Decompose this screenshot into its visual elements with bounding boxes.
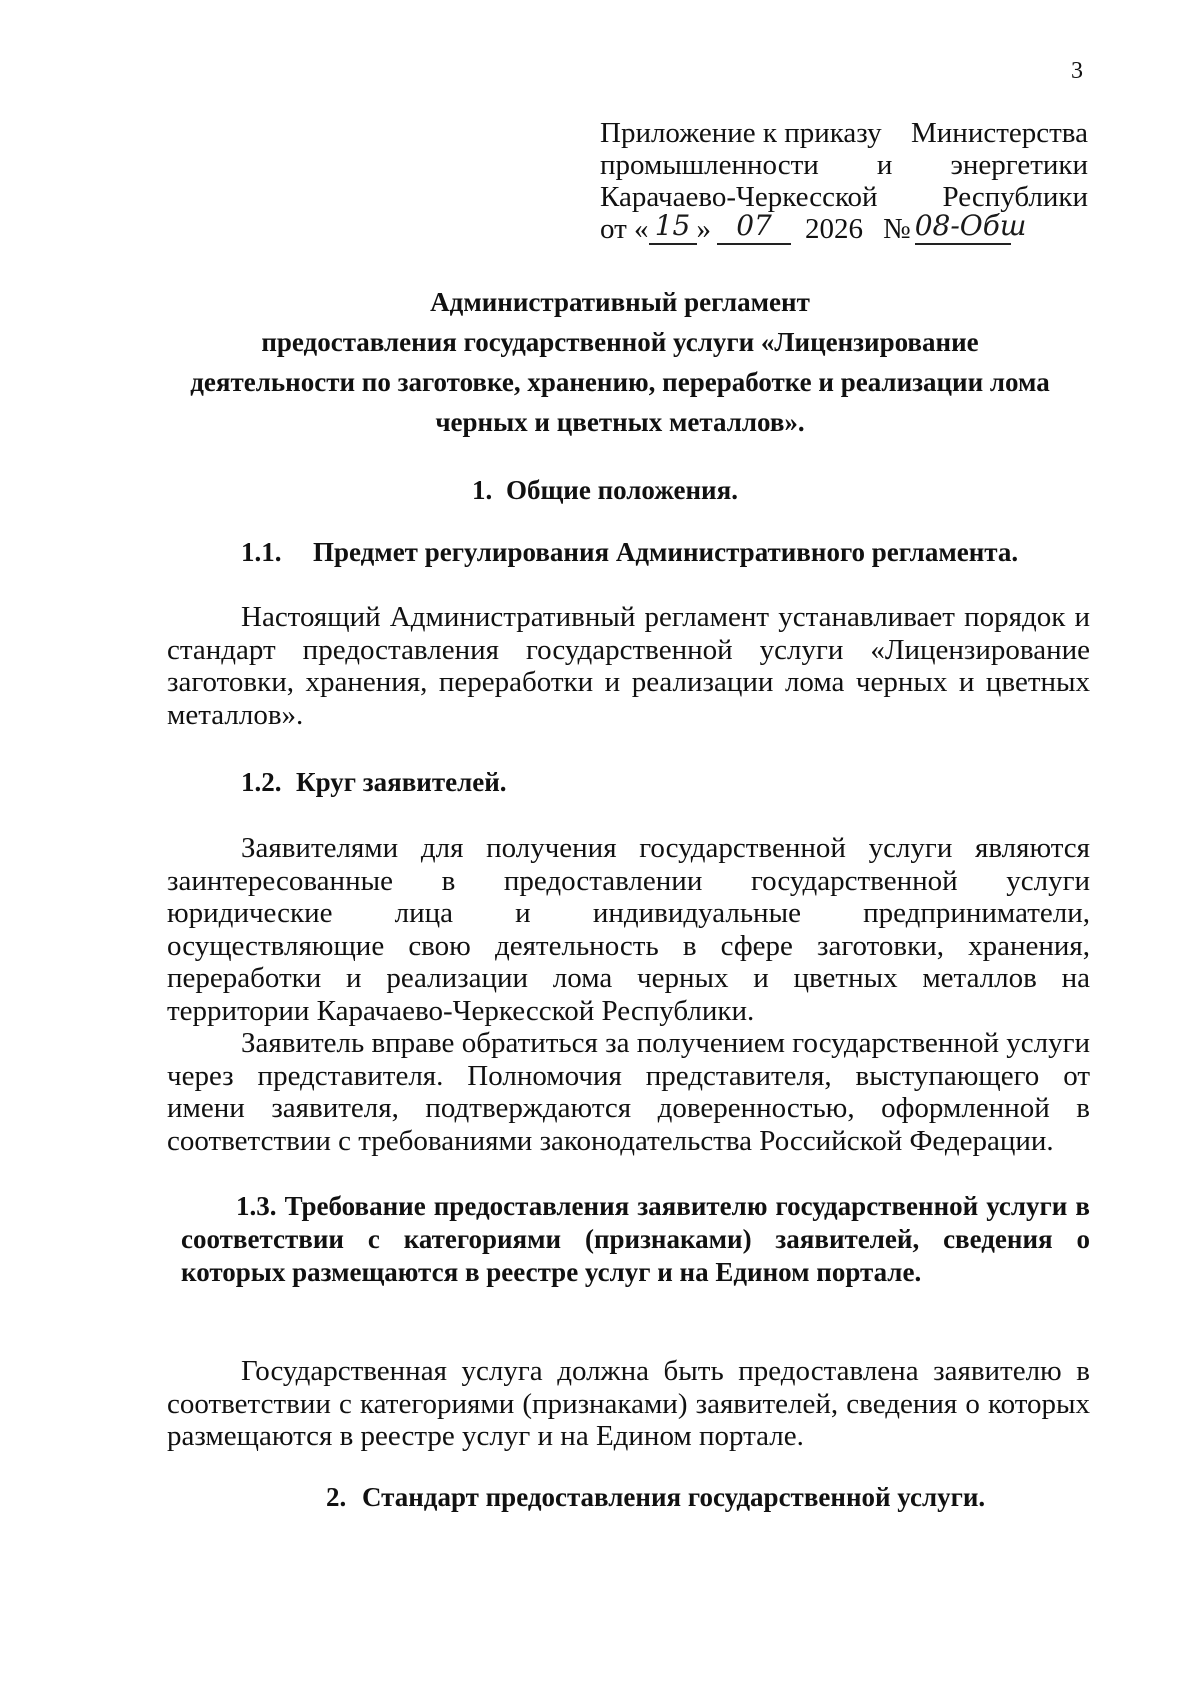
appendix-text: Приложение к приказу — [600, 117, 882, 149]
number-sign: № — [883, 213, 911, 245]
date-year: 2026 — [805, 213, 864, 245]
appendix-line-2 — [600, 149, 1088, 181]
paragraph-text: Заявителями для получения государственной услуги являются заинтересованные в предоставлении государственной услуги юридические лица и индивидуальные предприниматели, осуществляющие свою деятельность в сфере заготовки, хранения, переработки и реализации лома черных и цветных металлов на территории Карачаево-Черкесской Республики. — [167, 832, 1090, 1027]
handwritten-day: 15 — [649, 213, 697, 245]
document-title — [150, 282, 1090, 442]
title-line: Административный регламент — [430, 287, 810, 317]
section-1-heading — [472, 475, 738, 506]
paragraph-1-3 — [167, 1355, 1090, 1453]
appendix-block — [600, 117, 1088, 245]
section-number: 1. — [472, 475, 493, 505]
paragraph-text: Заявитель вправе обратиться за получением государственной услуги через представителя. Полномочия представителя, выступающего от имени заявителя, подтверждаются доверенностью, оформленной в соответствии с требованиями законодательства Российской Федерации. — [167, 1027, 1090, 1157]
appendix-line-1 — [600, 117, 1088, 149]
subsection-number: 1.3. — [236, 1191, 277, 1221]
handwritten-doc-number: 08-Обш — [915, 213, 1011, 245]
paragraph-1-2-a — [167, 832, 1090, 1027]
section-title: Общие положения. — [506, 475, 738, 505]
subsection-title: Требование предоставления заявителю государственной услуги в соответствии с категориями (признаками) заявителей, сведения о которых размещаются в реестре услуг и на Едином портале. — [181, 1191, 1090, 1287]
subsection-number: 1.1. — [241, 537, 282, 567]
appendix-text: Карачаево-Черкесской — [600, 181, 878, 213]
date-prefix: от « — [600, 213, 649, 245]
subsection-1-1-heading — [241, 537, 1018, 568]
title-line: предоставления государственной услуги «Лицензирование — [261, 327, 979, 357]
paragraph-text: Настоящий Административный регламент устанавливает порядок и стандарт предоставления государственной услуги «Лицензирование заготовки, хранения, переработки и реализации лома черных и цветных металлов». — [167, 601, 1090, 731]
section-number: 2. — [326, 1482, 347, 1512]
appendix-text: промышленности — [600, 149, 819, 181]
appendix-text: Министерства — [911, 117, 1088, 149]
appendix-text: и — [876, 149, 893, 181]
subsection-1-3-heading — [181, 1190, 1090, 1289]
subsection-number: 1.2. — [241, 767, 282, 797]
handwritten-month: 07 — [717, 213, 791, 245]
section-2-heading — [326, 1482, 985, 1513]
subsection-title: Предмет регулирования Административного регламента. — [313, 537, 1019, 567]
title-line: черных и цветных металлов». — [435, 407, 805, 437]
date-mid: » — [696, 213, 712, 245]
appendix-text: Республики — [942, 181, 1088, 213]
paragraph-1-2-b — [167, 1027, 1090, 1157]
section-title: Стандарт предоставления государственной услуги. — [362, 1482, 986, 1512]
appendix-text: энергетики — [950, 149, 1088, 181]
page-number: 3 — [1071, 58, 1083, 84]
paragraph-1-1 — [167, 601, 1090, 731]
appendix-date-line — [600, 209, 1088, 245]
subsection-title: Круг заявителей. — [296, 767, 507, 797]
subsection-1-2-heading — [241, 767, 507, 798]
paragraph-text: Государственная услуга должна быть предоставлена заявителю в соответствии с категориями (признаками) заявителей, сведения о которых размещаются в реестре услуг и на Едином портале. — [167, 1355, 1090, 1452]
title-line: деятельности по заготовке, хранению, переработке и реализации лома — [190, 367, 1050, 397]
